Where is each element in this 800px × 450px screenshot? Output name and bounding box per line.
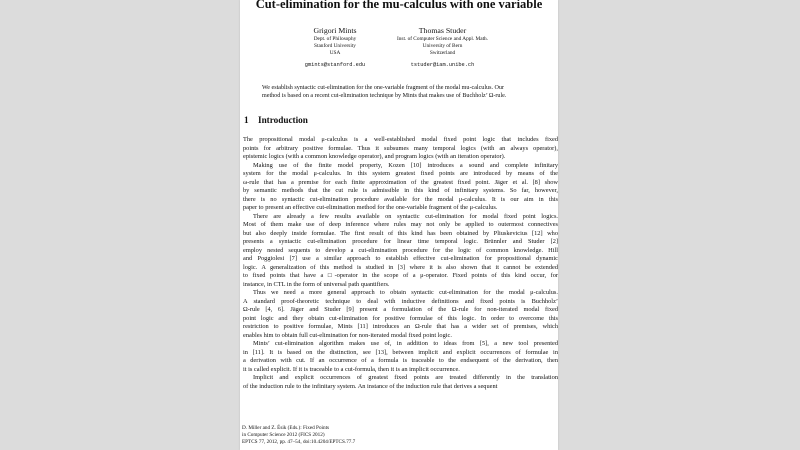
paragraph-line: it is called explicit. If it is traceable to a cut-formula, then it is an implicit occurrence. <box>243 365 460 373</box>
abstract-line: method is based on a recent cut-elimination technique by Mints that makes use of Buchholz’ Ω-rule. <box>262 93 507 100</box>
paragraph-line: employ nested sequents to develop a cut-elimination procedure for the logic of common knowledge. Hill <box>243 246 558 254</box>
footer-line: EPTCS 77, 2012, pp. 47–54, doi:10.4204/EPTCS.77.7 <box>242 438 356 445</box>
paragraph-line: Most of them make use of deep inference where rules may not only be applied to outermost connectives <box>243 221 558 228</box>
author-affiliation-line: Dept. of Philosophy <box>313 36 357 42</box>
section-number: 1 <box>244 115 249 125</box>
paragraph-line: presents a syntactic cut-elimination procedure for linear time temporal logic. Brünnler and Studer [2] <box>243 238 558 245</box>
paragraph-line: there is no syntactic cut-elimination procedure available for the modal μ-calculus. It is our aim in this <box>243 195 558 203</box>
paragraph-line: and Poggiolesi [7] use a similar approach to establish effective cut-elimination for propositional dynamic <box>243 255 558 262</box>
paper-page <box>240 0 558 450</box>
paragraph-line: in [11]. It is based on the distinction, see [13], between implicit and explicit occurrences of formulae in <box>243 348 558 356</box>
paragraph-line: system for the modal μ-calculus. In this system greatest fixed points are introduced by means of the <box>243 170 558 177</box>
paragraph-line: Implicit and explicit occurrences of greatest fixed points are treated differently in the translation <box>253 374 558 381</box>
paragraph-line: Making use of the finite model property, Kozen [10] introduces a sound and complete infinitary <box>253 161 558 169</box>
paragraph-line: restriction to positive formulae, Mints [11] introduces an Ω-rule that has a wider set of premises, which <box>243 323 558 330</box>
paragraph-line: but also deeply inside formulae. The first result of this kind has been obtained by Pliuskevicius [12] who <box>243 229 558 237</box>
author-affiliation-line: Switzerland <box>429 50 456 57</box>
author-email: tstuder@iam.unibe.ch <box>410 61 475 68</box>
paragraph-line: by semantic methods that the cut rule is admissible in this kind of infinitary systems. So far, however, <box>243 187 558 194</box>
paragraph-line: Ω-rule [4, 6]. Jäger and Studer [9] present a formulation of the Ω-rule for non-iterated modal fixed <box>243 306 558 313</box>
paragraph-line: instance, in CTL in the form of universal path quantifiers. <box>243 280 390 288</box>
paragraph-line: There are already a few results available on syntactic cut-elimination for modal fixed point logics. <box>253 212 558 220</box>
section-heading <box>244 115 308 125</box>
author-block-2 <box>380 25 505 69</box>
paragraph-line: Mints’ cut-elimination algorithm makes use of, in addition to ideas from [5], a new tool presented <box>253 340 558 347</box>
author-affiliation-line: Stanford University <box>314 43 356 50</box>
paragraph-line: logic. A generalization of this method is studied in [3] where it is also shown that it cannot be extended <box>243 263 558 271</box>
paragraph-line: A standard proof-theoretic technique to deal with inductive definitions and fixed points is Buchholz’ <box>243 297 558 305</box>
author-affiliation-line: USA <box>329 50 341 57</box>
author-email: gmints@stanford.edu <box>304 61 366 68</box>
author-name: Thomas Studer <box>418 26 467 35</box>
paragraph-line: enables him to obtain full cut-elimination for non-iterated modal fixed point logic. <box>243 331 452 339</box>
author-name: Grigori Mints <box>313 26 357 35</box>
paragraph-line: points for arbitrary positive formulae. Thus it subsumes many temporal logics (with an always operator), <box>243 144 558 152</box>
paragraph-line: a derivation with cut. If an occurrence of a formula is traceable to the endsequent of the derivation, then <box>243 357 558 364</box>
paragraph-line: epistemic logics (with a common knowledge operator), and program logics (with an iteration operator). <box>243 153 506 160</box>
footer-line: in Computer Science 2012 (FICS 2012) <box>242 431 325 438</box>
footer-line: D. Miller and Z. Ésik (Eds.): Fixed Points <box>242 425 330 431</box>
author-affiliation-line: Inst. of Computer Science and Appl. Math. <box>396 36 489 42</box>
abstract <box>262 84 536 100</box>
section-title: Introduction <box>258 115 308 125</box>
paragraph-line: ω-rule that has a premise for each finite approximation of the greatest fixed point. Jäger et al. [8] show <box>243 178 558 186</box>
paragraph-line: The propositional modal μ-calculus is a well-established modal fixed point logic that includes fixed <box>243 136 558 143</box>
paragraph-line: paper to present an effective cut-elimination method for the one-variable fragment of the μ-calculus. <box>243 204 498 211</box>
author-block-1 <box>280 25 390 69</box>
abstract-line: We establish syntactic cut-elimination for the one-variable fragment of the modal mu-calculus. Our <box>262 85 504 91</box>
paragraph-line: to fixed points that have a □-operator in the scope of a μ-operator. Fixed points of this kind occur, for <box>243 272 558 279</box>
paragraph-line: Thus we need a more general approach to obtain syntactic cut-elimination for the modal μ-calculus. <box>253 289 558 296</box>
paragraph-line: of the induction rule to the infinitary system. An instance of the induction rule that derives a sequent <box>243 382 498 390</box>
paper-title: Cut-elimination for the mu-calculus with one variable <box>255 0 543 11</box>
footer-citation <box>242 425 355 446</box>
body-text <box>243 136 558 391</box>
paragraph-line: point logic and they obtain cut-elimination for positive formulae of this logic. In order to overcome this <box>243 314 558 322</box>
author-affiliation-line: University of Bern <box>422 43 463 50</box>
